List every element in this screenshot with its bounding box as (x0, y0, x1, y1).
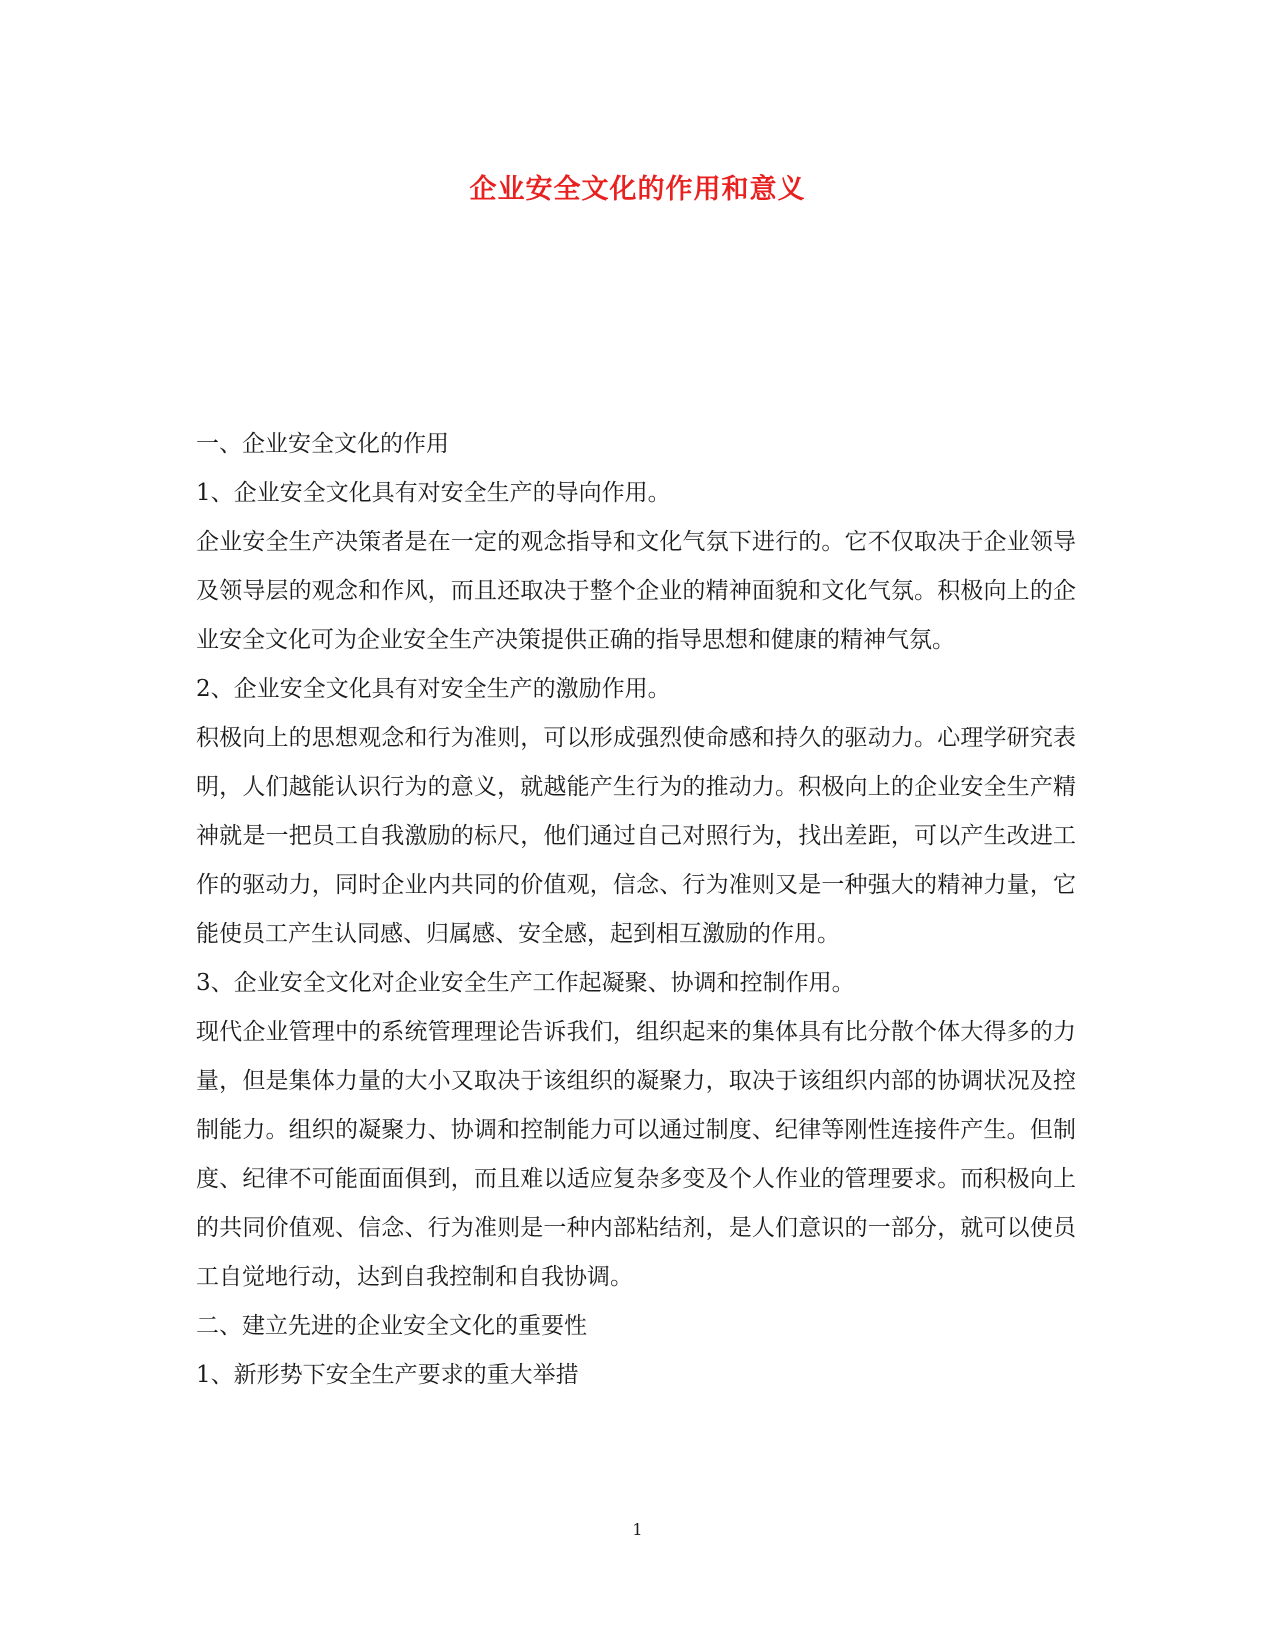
subheading-2-1: 1、新形势下安全生产要求的重大举措 (196, 1362, 579, 1388)
paragraph: 企业安全生产决策者是在一定的观念指导和文化气氛下进行的。它不仅取决于企业领导及领导层的观念和作风，而且还取决于整个企业的精神面貌和文化气氛。积极向上的企业安全文化可为企业安全生产决策提供正确的指导思想和健康的精神气氛。 (196, 529, 1076, 653)
page-title: 企业安全文化的作用和意义 (469, 174, 806, 205)
paragraph: 现代企业管理中的系统管理理论告诉我们，组织起来的集体具有比分散个体大得多的力量，但是集体力量的大小又取决于该组织的凝聚力，取决于该组织内部的协调状况及控制能力。组织的凝聚力、协调和控制能力可以通过制度、纪律等刚性连接件产生。但制度、纪律不可能面面俱到，而且难以适应复杂多变及个人作业的管理要求。而积极向上的共同价值观、信念、行为准则是一种内部粘结剂，是人们意识的一部分，就可以使员工自觉地行动，达到自我控制和自我协调。 (196, 1019, 1076, 1290)
page-number: 1 (632, 1520, 643, 1539)
subheading-1-3: 3、企业安全文化对企业安全生产工作起凝聚、协调和控制作用。 (196, 970, 855, 996)
subheading-1-1: 1、企业安全文化具有对安全生产的导向作用。 (196, 480, 671, 506)
paragraph: 积极向上的思想观念和行为准则，可以形成强烈使命感和持久的驱动力。心理学研究表明，人们越能认识行为的意义，就越能产生行为的推动力。积极向上的企业安全生产精神就是一把员工自我激励的标尺，他们通过自己对照行为，找出差距，可以产生改进工作的驱动力，同时企业内共同的价值观，信念、行为准则又是一种强大的精神力量，它能使员工产生认同感、归属感、安全感，起到相互激励的作用。 (196, 725, 1076, 947)
subheading-1-2: 2、企业安全文化具有对安全生产的激励作用。 (196, 676, 671, 702)
body-text (196, 420, 1076, 1400)
section-heading-2: 二、建立先进的企业安全文化的重要性 (196, 1313, 587, 1339)
section-heading-1: 一、企业安全文化的作用 (196, 431, 449, 457)
